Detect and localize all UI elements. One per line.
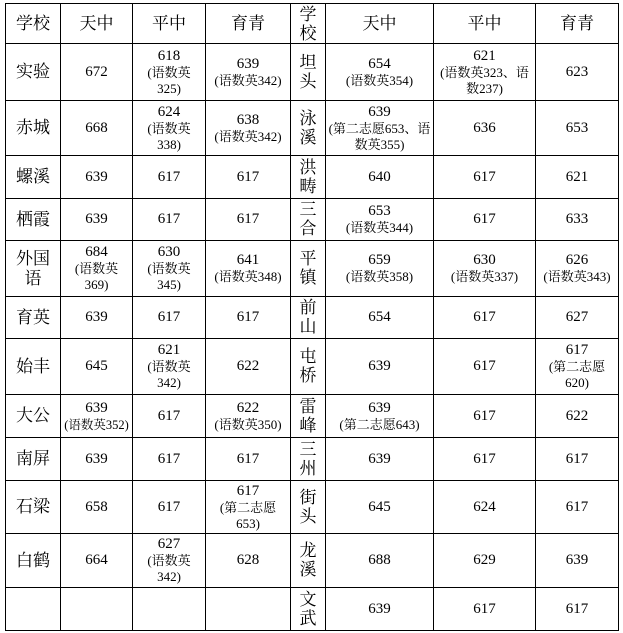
cutoff-score: 617 (236, 211, 260, 227)
left-school-cell (6, 481, 61, 534)
left-tianzhong-cutoff-cell (61, 297, 133, 339)
cutoff-score: 621 (565, 168, 589, 185)
left-school-cell (6, 156, 61, 199)
table-row (6, 297, 619, 339)
school-name: 屯桥 (299, 347, 317, 385)
left-yuqing-cutoff-cell (206, 44, 291, 101)
right-pingzhong-cutoff-cell (434, 101, 536, 156)
score-note: (第二志愿620) (548, 359, 606, 390)
cutoff-score: 639 (85, 450, 108, 467)
left-school-cell (6, 438, 61, 481)
cutoff-score: 639 (368, 358, 391, 374)
table-row (6, 481, 619, 534)
cutoff-score: 617 (473, 407, 496, 424)
left-school-cell (6, 534, 61, 588)
left-school-cell (6, 339, 61, 395)
left-yuqing-cutoff-cell (206, 534, 291, 588)
cutoff-score: 653 (368, 203, 391, 219)
school-name: 雷峰 (299, 396, 317, 435)
header-row (6, 4, 619, 44)
left-pingzhong-cutoff-cell (133, 534, 206, 588)
cutoff-score: 630 (157, 244, 181, 260)
score-note: (语数英345) (147, 261, 191, 292)
cutoff-score: 645 (368, 498, 391, 515)
school-name: 三州 (299, 439, 317, 478)
score-note: (语数英344) (345, 220, 414, 235)
cutoff-score: 688 (368, 552, 391, 568)
cutoff-score: 617 (473, 211, 496, 227)
left-pingzhong-cutoff-cell (133, 339, 206, 395)
right-school-cell (291, 241, 326, 297)
left-yuqing-cutoff-cell (206, 241, 291, 297)
cutoff-score: 622 (236, 358, 260, 374)
left-pingzhong-cutoff-cell (133, 44, 206, 101)
right-tianzhong-cutoff-cell (326, 199, 434, 241)
right-yuqing-cutoff-cell (536, 241, 619, 297)
score-note: (语数英338) (147, 120, 191, 152)
left-tianzhong-cutoff-cell (61, 199, 133, 241)
cutoff-score: 640 (368, 168, 391, 185)
right-tianzhong-cutoff-cell (326, 481, 434, 534)
header-school-left: 学校 (6, 4, 61, 44)
cutoff-score: 638 (236, 111, 260, 128)
cutoff-score: 658 (85, 498, 108, 515)
cutoff-score: 617 (565, 450, 589, 467)
cutoff-score: 629 (473, 552, 496, 568)
header-yuqing-right: 育青 (536, 4, 619, 44)
cutoff-score: 617 (157, 450, 181, 467)
cutoff-score: 617 (157, 211, 181, 227)
right-school-cell (291, 199, 326, 241)
left-yuqing-cutoff-cell (206, 199, 291, 241)
header-tianzhong-right: 天中 (326, 4, 434, 44)
right-yuqing-cutoff-cell (536, 297, 619, 339)
right-school-cell (291, 534, 326, 588)
left-school-cell (6, 395, 61, 438)
school-name: 泳溪 (299, 108, 317, 147)
cutoff-score: 645 (85, 358, 108, 374)
right-school-cell (291, 44, 326, 101)
school-name: 栖霞 (16, 209, 50, 229)
right-pingzhong-cutoff-cell (434, 481, 536, 534)
table-row (6, 241, 619, 297)
right-school-cell (291, 438, 326, 481)
right-tianzhong-cutoff-cell (326, 156, 434, 199)
left-pingzhong-cutoff-cell (133, 481, 206, 534)
right-pingzhong-cutoff-cell (434, 241, 536, 297)
cutoff-score: 617 (473, 358, 496, 374)
left-pingzhong-cutoff-cell (133, 101, 206, 156)
right-tianzhong-cutoff-cell (326, 101, 434, 156)
cutoff-score: 627 (565, 309, 589, 325)
cutoff-score: 639 (85, 168, 108, 185)
table-row (6, 101, 619, 156)
score-note: (语数英342) (147, 553, 191, 584)
cutoff-score: 639 (368, 399, 391, 416)
cutoff-score: 639 (85, 399, 108, 416)
left-pingzhong-cutoff-cell (133, 395, 206, 438)
left-school-cell (6, 588, 61, 631)
cutoff-score: 617 (236, 168, 260, 185)
left-tianzhong-cutoff-cell (61, 395, 133, 438)
right-school-cell (291, 395, 326, 438)
cutoff-score: 672 (85, 63, 108, 80)
left-pingzhong-cutoff-cell (133, 241, 206, 297)
right-yuqing-cutoff-cell (536, 339, 619, 395)
cutoff-score: 623 (565, 63, 589, 80)
school-name: 平镇 (299, 249, 317, 287)
right-school-cell (291, 297, 326, 339)
score-note: (语数英342) (214, 128, 282, 144)
left-pingzhong-cutoff-cell (133, 156, 206, 199)
school-name: 文武 (299, 589, 317, 628)
header-school-right-label: 学校 (299, 4, 317, 43)
right-school-cell (291, 101, 326, 156)
cutoff-score: 628 (236, 552, 260, 568)
left-yuqing-cutoff-cell (206, 156, 291, 199)
left-yuqing-cutoff-cell (206, 101, 291, 156)
table-row (6, 156, 619, 199)
cutoff-score: 659 (368, 252, 391, 268)
left-tianzhong-cutoff-cell (61, 241, 133, 297)
cutoff-score: 617 (473, 309, 496, 325)
school-name: 三合 (299, 200, 317, 238)
right-tianzhong-cutoff-cell (326, 339, 434, 395)
score-note: (第二志愿653、语数英355) (328, 120, 431, 152)
school-name: 大公 (16, 406, 50, 425)
right-yuqing-cutoff-cell (536, 534, 619, 588)
cutoff-score: 684 (85, 244, 108, 260)
right-tianzhong-cutoff-cell (326, 438, 434, 481)
left-yuqing-cutoff-cell (206, 438, 291, 481)
right-pingzhong-cutoff-cell (434, 534, 536, 588)
score-note: (语数英354) (345, 72, 414, 88)
table-row (6, 44, 619, 101)
left-tianzhong-cutoff-cell (61, 481, 133, 534)
table-row (6, 438, 619, 481)
right-pingzhong-cutoff-cell (434, 395, 536, 438)
left-yuqing-cutoff-cell (206, 588, 291, 631)
left-pingzhong-cutoff-cell (133, 438, 206, 481)
right-pingzhong-cutoff-cell (434, 438, 536, 481)
right-tianzhong-cutoff-cell (326, 297, 434, 339)
left-pingzhong-cutoff-cell (133, 199, 206, 241)
right-pingzhong-cutoff-cell (434, 297, 536, 339)
left-tianzhong-cutoff-cell (61, 44, 133, 101)
school-name: 实验 (16, 62, 50, 81)
cutoff-score: 617 (236, 309, 260, 325)
right-tianzhong-cutoff-cell (326, 588, 434, 631)
left-school-cell (6, 297, 61, 339)
header-yuqing-left: 育青 (206, 4, 291, 44)
cutoff-score: 617 (473, 600, 496, 617)
school-name: 龙溪 (299, 541, 317, 579)
left-pingzhong-cutoff-cell (133, 588, 206, 631)
school-name: 始丰 (16, 356, 50, 376)
cutoff-score: 639 (368, 450, 391, 467)
table-row (6, 199, 619, 241)
right-pingzhong-cutoff-cell (434, 156, 536, 199)
header-pingzhong-right: 平中 (434, 4, 536, 44)
school-name: 洪畴 (299, 157, 317, 196)
score-note: (语数英350) (214, 416, 282, 432)
school-name: 外国语 (16, 248, 50, 288)
right-yuqing-cutoff-cell (536, 588, 619, 631)
left-yuqing-cutoff-cell (206, 481, 291, 534)
left-school-cell (6, 44, 61, 101)
cutoff-score: 624 (157, 103, 181, 120)
right-pingzhong-cutoff-cell (434, 44, 536, 101)
left-yuqing-cutoff-cell (206, 395, 291, 438)
left-school-cell (6, 241, 61, 297)
right-pingzhong-cutoff-cell (434, 588, 536, 631)
cutoff-score: 622 (565, 407, 589, 424)
right-pingzhong-cutoff-cell (434, 339, 536, 395)
right-yuqing-cutoff-cell (536, 44, 619, 101)
right-tianzhong-cutoff-cell (326, 395, 434, 438)
score-note: (第二志愿643) (339, 416, 420, 432)
school-name: 坦头 (299, 52, 317, 91)
school-name: 前山 (299, 298, 317, 336)
cutoff-score: 639 (85, 211, 108, 227)
right-yuqing-cutoff-cell (536, 101, 619, 156)
cutoff-score: 617 (473, 168, 496, 185)
school-name: 赤城 (16, 118, 50, 137)
score-table-body (6, 44, 619, 631)
cutoff-score: 617 (236, 482, 260, 499)
cutoff-score: 617 (157, 407, 181, 424)
cutoff-score: 633 (565, 211, 589, 227)
cutoff-score: 654 (368, 55, 391, 72)
cutoff-score: 617 (157, 309, 181, 325)
school-name: 街头 (299, 487, 317, 526)
score-note: (第二志愿653) (219, 499, 277, 531)
cutoff-score: 653 (565, 119, 589, 136)
cutoff-score: 639 (85, 309, 108, 325)
cutoff-score: 622 (236, 399, 260, 416)
cutoff-score: 641 (236, 252, 260, 268)
cutoff-score: 636 (473, 119, 496, 136)
school-name: 石梁 (16, 497, 50, 516)
score-note: (语数英352) (64, 417, 129, 432)
cutoff-score: 627 (157, 536, 181, 552)
score-note: (语数英369) (74, 261, 119, 292)
score-note: (语数英342) (214, 72, 282, 88)
table-row (6, 534, 619, 588)
score-note: (语数英348) (214, 269, 282, 284)
right-yuqing-cutoff-cell (536, 395, 619, 438)
cutoff-score: 617 (473, 450, 496, 467)
cutoff-score: 626 (565, 252, 589, 268)
cutoff-score: 639 (368, 103, 391, 120)
left-school-cell (6, 199, 61, 241)
school-name: 螺溪 (16, 167, 50, 186)
right-tianzhong-cutoff-cell (326, 534, 434, 588)
cutoff-score: 618 (157, 47, 181, 64)
right-school-cell (291, 339, 326, 395)
school-name: 白鹤 (16, 550, 50, 570)
left-tianzhong-cutoff-cell (61, 588, 133, 631)
cutoff-score: 639 (368, 600, 391, 617)
table-row (6, 339, 619, 395)
right-yuqing-cutoff-cell (536, 199, 619, 241)
cutoff-score: 654 (368, 309, 391, 325)
left-tianzhong-cutoff-cell (61, 156, 133, 199)
score-note: (语数英358) (345, 269, 414, 284)
left-tianzhong-cutoff-cell (61, 534, 133, 588)
right-school-cell (291, 156, 326, 199)
header-tianzhong-left: 天中 (61, 4, 133, 44)
left-tianzhong-cutoff-cell (61, 101, 133, 156)
table-row (6, 588, 619, 631)
cutoff-score: 617 (565, 498, 589, 515)
cutoff-score: 617 (157, 498, 181, 515)
cutoff-score: 624 (473, 498, 496, 515)
left-tianzhong-cutoff-cell (61, 438, 133, 481)
right-tianzhong-cutoff-cell (326, 44, 434, 101)
right-school-cell (291, 481, 326, 534)
right-yuqing-cutoff-cell (536, 156, 619, 199)
right-yuqing-cutoff-cell (536, 438, 619, 481)
cutoff-score: 617 (157, 168, 181, 185)
right-pingzhong-cutoff-cell (434, 199, 536, 241)
score-note: (语数英342) (147, 359, 191, 390)
left-pingzhong-cutoff-cell (133, 297, 206, 339)
cutoff-score: 617 (236, 450, 260, 467)
cutoff-score: 668 (85, 119, 108, 136)
cutoff-score: 617 (565, 342, 589, 358)
left-yuqing-cutoff-cell (206, 339, 291, 395)
score-note: (语数英343) (543, 269, 611, 284)
score-note: (语数英323、语数237) (440, 64, 529, 96)
cutoff-score: 639 (565, 552, 589, 568)
score-note: (语数英337) (450, 269, 519, 284)
cutoff-score: 617 (565, 600, 589, 617)
left-tianzhong-cutoff-cell (61, 339, 133, 395)
school-name: 南屏 (16, 449, 50, 468)
cutoff-score: 621 (473, 47, 496, 64)
cutoff-score: 664 (85, 552, 108, 568)
header-pingzhong-left: 平中 (133, 4, 206, 44)
cutoff-score: 639 (236, 55, 260, 72)
table-header (6, 4, 619, 44)
right-school-cell (291, 588, 326, 631)
left-yuqing-cutoff-cell (206, 297, 291, 339)
right-yuqing-cutoff-cell (536, 481, 619, 534)
cutoff-score: 630 (473, 252, 496, 268)
school-name: 育英 (16, 307, 50, 327)
admission-score-table (5, 3, 619, 631)
cutoff-score: 621 (157, 342, 181, 358)
score-note: (语数英325) (147, 64, 191, 96)
header-school-right (291, 4, 326, 44)
table-row (6, 395, 619, 438)
left-school-cell (6, 101, 61, 156)
right-tianzhong-cutoff-cell (326, 241, 434, 297)
